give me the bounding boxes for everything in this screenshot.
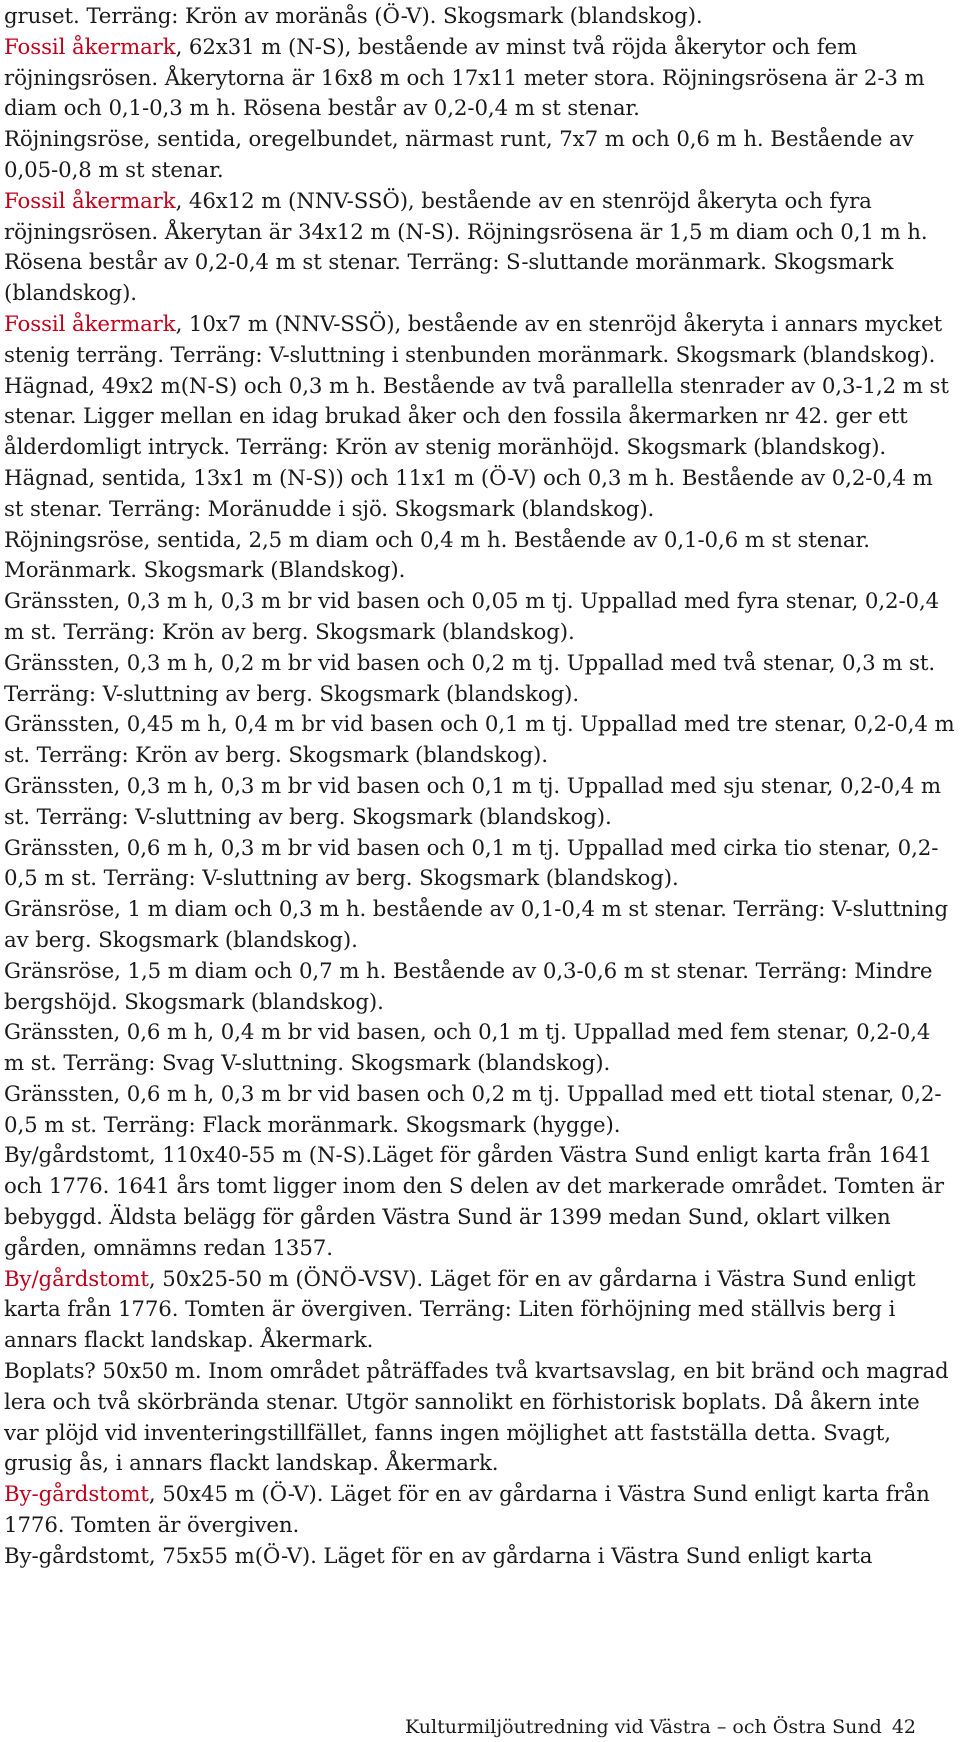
- entry-text: Röjningsröse, sentida, oregelbundet, närmast runt, 7x7 m och 0,6 m h. Bestående av 0,05-0,8 m st stenar.: [4, 127, 914, 183]
- entry-text: Gränssten, 0,3 m h, 0,3 m br vid basen och 0,05 m tj. Uppallad med fyra stenar, 0,2-0,4 m st. Terräng: Krön av berg. Skogsmark (blandskog).: [4, 589, 940, 645]
- entry-paragraph: [4, 710, 957, 772]
- entry-text: Boplats? 50x50 m. Inom området påträffades två kvartsavslag, en bit bränd och magrad lera och två skörbrända stenar. Utgör sannolikt en förhistorisk boplats. Då åkern inte var plöjd vid inventeringstillfället, fanns ingen möjlighet att fastställa detta. Svagt, grusig ås, i annars flackt landskap. Åkermark.: [4, 1359, 949, 1477]
- entry-text: , 50x25-50 m (ÖNÖ-VSV). Läget för en av gårdarna i Västra Sund enligt karta från 1776. Tomten är övergiven. Terräng: Liten förhöjning med ställvis berg i annars flackt landskap. Åkermark.: [4, 1266, 916, 1354]
- entry-paragraph: [4, 1018, 957, 1080]
- entry-paragraph: [4, 125, 957, 187]
- entry-text: Hägnad, sentida, 13x1 m (N-S)) och 11x1 m (Ö-V) och 0,3 m h. Bestående av 0,2-0,4 m st stenar. Terräng: Moränudde i sjö. Skogsmark (blandskog).: [4, 465, 933, 522]
- document-body: [4, 2, 957, 1573]
- entry-text: Gränssten, 0,6 m h, 0,3 m br vid basen och 0,2 m tj. Uppallad med ett tiotal stenar, 0,2-0,5 m st. Terräng: Flack moränmark. Skogsmark (hygge).: [4, 1081, 942, 1138]
- entry-paragraph: [4, 2, 957, 33]
- entry-paragraph: [4, 649, 957, 711]
- entry-text: gruset. Terräng: Krön av moränås (Ö-V). Skogsmark (blandskog).: [4, 4, 703, 29]
- entry-text: Gränssten, 0,6 m h, 0,3 m br vid basen och 0,1 m tj. Uppallad med cirka tio stenar, 0,2-0,5 m st. Terräng: V-sluttning av berg. Skogsmark (blandskog).: [4, 835, 939, 892]
- page-footer: [405, 1715, 916, 1739]
- entry-paragraph: [4, 957, 957, 1019]
- entry-paragraph: [4, 834, 957, 896]
- entry-paragraph: [4, 464, 957, 526]
- entry-paragraph: [4, 895, 957, 957]
- entry-heading: By-gårdstomt: [4, 1482, 149, 1508]
- entry-text: , 62x31 m (N-S), bestående av minst två röjda åkerytor och fem röjningsrösen. Åkerytorna är 16x8 m och 17x11 meter stora. Röjningsrösena är 2-3 m diam och 0,1-0,3 m h. Rösena består av 0,2-0,4 m st stenar.: [4, 34, 925, 122]
- entry-heading: Fossil åkermark: [4, 188, 176, 214]
- footer-title: Kulturmiljöutredning vid Västra – och Östra Sund: [405, 1716, 882, 1738]
- entry-text: Gränssten, 0,6 m h, 0,4 m br vid basen, och 0,1 m tj. Uppallad med fem stenar, 0,2-0,4 m st. Terräng: Svag V-sluttning. Skogsmark (blandskog).: [4, 1020, 931, 1077]
- entry-text: Hägnad, 49x2 m(N-S) och 0,3 m h. Bestående av två parallella stenrader av 0,3-1,2 m st stenar. Ligger mellan en idag brukad åker och den fossila åkermarken nr 42. ger ett ålderdomligt intryck. Terräng: Krön av stenig moränhöjd. Skogsmark (blandskog).: [4, 373, 949, 461]
- entry-text: Röjningsröse, sentida, 2,5 m diam och 0,4 m h. Bestående av 0,1-0,6 m st stenar. Moränmark. Skogsmark (Blandskog).: [4, 527, 870, 584]
- entry-text: Gränssten, 0,3 m h, 0,3 m br vid basen och 0,1 m tj. Uppallad med sju stenar, 0,2-0,4 m st. Terräng: V-sluttning av berg. Skogsmark (blandskog).: [4, 773, 941, 830]
- entry-heading: Fossil åkermark: [4, 34, 176, 60]
- entry-text: Gränssten, 0,3 m h, 0,2 m br vid basen och 0,2 m tj. Uppallad med två stenar, 0,3 m st. Terräng: V-sluttning av berg. Skogsmark (blandskog).: [4, 650, 935, 707]
- entry-paragraph: [4, 1265, 957, 1357]
- entry-text: Gränsröse, 1 m diam och 0,3 m h. bestående av 0,1-0,4 m st stenar. Terräng: V-sluttning av berg. Skogsmark (blandskog).: [4, 897, 949, 953]
- entry-paragraph: [4, 1080, 957, 1142]
- entry-text: Gränsröse, 1,5 m diam och 0,7 m h. Bestående av 0,3-0,6 m st stenar. Terräng: Mindre bergshöjd. Skogsmark (blandskog).: [4, 958, 933, 1015]
- entry-heading: Fossil åkermark: [4, 311, 176, 337]
- entry-paragraph: [4, 33, 957, 125]
- entry-paragraph: [4, 187, 957, 310]
- entry-heading: By/gårdstomt: [4, 1266, 149, 1292]
- entry-text: By/gårdstomt, 110x40-55 m (N-S).Läget för gården Västra Sund enligt karta från 1641 och 1776. 1641 års tomt ligger inom den S delen av det markerade området. Tomten är bebyggd. Äldsta belägg för gården Västra Sund är 1399 medan Sund, oklart vilken gården, omnämns redan 1357.: [4, 1143, 944, 1261]
- entry-text: , 10x7 m (NNV-SSÖ), bestående av en stenröjd åkeryta i annars mycket stenig terräng. Terräng: V-sluttning i stenbunden moränmark. Skogsmark (blandskog).: [4, 311, 943, 368]
- entry-paragraph: [4, 526, 957, 588]
- entry-text: , 50x45 m (Ö-V). Läget för en av gårdarna i Västra Sund enligt karta från 1776. Tomten är övergiven.: [4, 1482, 930, 1539]
- entry-paragraph: [4, 1141, 957, 1264]
- entry-paragraph: [4, 310, 957, 372]
- entry-paragraph: [4, 1480, 957, 1542]
- entry-text: By-gårdstomt, 75x55 m(Ö-V). Läget för en av gårdarna i Västra Sund enligt karta: [4, 1543, 873, 1569]
- entry-text: , 46x12 m (NNV-SSÖ), bestående av en stenröjd åkeryta och fyra röjningsrösen. Åkerytan är 34x12 m (N-S). Röjningsrösena är 1,5 m diam och 0,1 m h. Rösena består av 0,2-0,4 m st stenar. Terräng: S-sluttande moränmark. Skogsmark (blandskog).: [4, 188, 928, 307]
- entry-paragraph: [4, 1542, 957, 1573]
- entry-paragraph: [4, 1357, 957, 1480]
- entry-paragraph: [4, 587, 957, 649]
- page-number: 42: [891, 1716, 916, 1738]
- entry-paragraph: [4, 372, 957, 464]
- entry-text: Gränssten, 0,45 m h, 0,4 m br vid basen och 0,1 m tj. Uppallad med tre stenar, 0,2-0,4 m st. Terräng: Krön av berg. Skogsmark (blandskog).: [4, 712, 955, 769]
- entry-paragraph: [4, 772, 957, 834]
